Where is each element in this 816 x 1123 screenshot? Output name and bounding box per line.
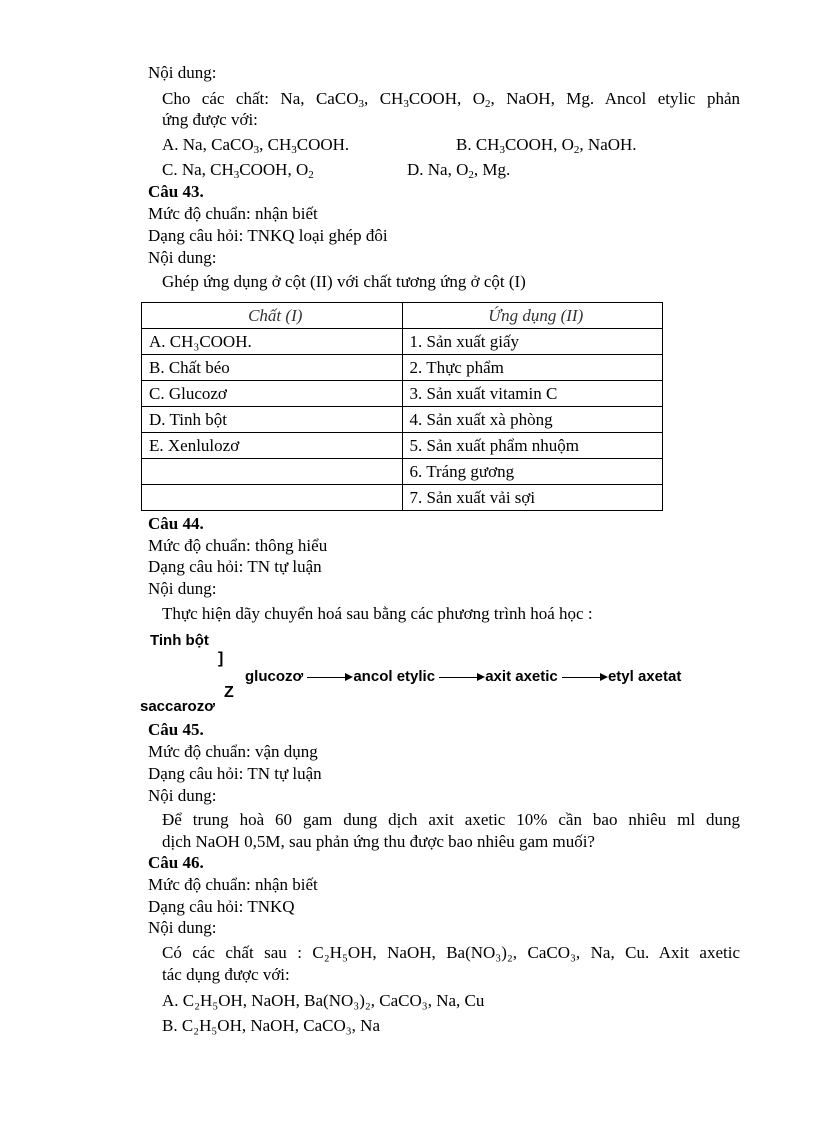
arrow-icon	[439, 672, 485, 682]
content-label: Nội dung:	[148, 248, 217, 267]
question-46-stem-line2: tác dụng được với:	[162, 965, 290, 984]
chain-start-top: Tinh bột	[150, 632, 209, 649]
content-label: Nội dung:	[148, 786, 217, 805]
table-cell: 3. Sản xuất vitamin C	[402, 381, 663, 407]
arrow-icon	[307, 672, 353, 682]
question-45-stem-line2: dịch NaOH 0,5M, sau phản ứng thu được bao nhiêu gam muối?	[162, 832, 595, 851]
chain-step: ancol etylic	[353, 668, 436, 685]
table-row	[142, 433, 663, 459]
table-cell	[142, 485, 403, 511]
option-a: A. C₂H₅OH, NaOH, Ba(NO₃)₂, CaCO₃, Na, Cu	[162, 991, 485, 1010]
column-header: Chất (I)	[142, 303, 403, 329]
column-header: Ứng dụng (II)	[402, 303, 663, 329]
question-46-type: Dạng câu hỏi: TNKQ	[148, 897, 295, 916]
table-cell: 1. Sản xuất giấy	[402, 329, 663, 355]
question-46-title: Câu 46.	[148, 853, 204, 872]
table-cell: E. Xenlulozơ	[142, 433, 403, 459]
question-44-title: Câu 44.	[148, 514, 204, 533]
table-row	[142, 329, 663, 355]
table-header-row	[142, 303, 663, 329]
table-cell: D. Tinh bột	[142, 407, 403, 433]
question-45-level: Mức độ chuẩn: vận dụng	[148, 742, 318, 761]
question-44-level: Mức độ chuẩn: thông hiểu	[148, 536, 328, 555]
chain-z: Z	[224, 684, 234, 701]
chain-bracket: ]	[218, 650, 224, 667]
table-cell: 4. Sản xuất xà phòng	[402, 407, 663, 433]
question-42-stem-line2: ứng được với:	[162, 110, 258, 129]
matching-table	[141, 302, 663, 511]
table-cell: 2. Thực phẩm	[402, 355, 663, 381]
option-b: B. $CH_3COOH$, $O_2$, NaOH.	[456, 135, 637, 156]
question-43-title: Câu 43.	[148, 182, 204, 201]
question-43-stem: Ghép ứng dụng ở cột (II) với chất tương ứng ở cột (I)	[162, 272, 526, 291]
table-cell: C. Glucozơ	[142, 381, 403, 407]
table-cell: 6. Tráng gương	[402, 459, 663, 485]
chain-step: axit axetic	[485, 668, 558, 685]
option-b: B. C₂H₅OH, NaOH, CaCO₃, Na	[162, 1016, 380, 1035]
table-cell: 5. Sản xuất phẩm nhuộm	[402, 433, 663, 459]
question-46-level: Mức độ chuẩn: nhận biết	[148, 875, 318, 894]
question-45-stem: Để trung hoà 60 gam dung dịch axit axetic 10% cần bao nhiêu ml dung	[162, 810, 740, 829]
table-cell	[142, 459, 403, 485]
content-label: Nội dung:	[148, 63, 217, 82]
table-row	[142, 485, 663, 511]
question-43-level: Mức độ chuẩn: nhận biết	[148, 204, 318, 223]
table-cell: 7. Sản xuất vải sợi	[402, 485, 663, 511]
table-row	[142, 407, 663, 433]
option-a: A. Na, CaCO$_3$, $CH_3COOH$.	[162, 135, 350, 156]
question-44-type: Dạng câu hỏi: TN tự luận	[148, 557, 322, 576]
chain-step: glucozơ	[245, 668, 304, 685]
table-cell: B. Chất béo	[142, 355, 403, 381]
question-43-type: Dạng câu hỏi: TNKQ loại ghép đôi	[148, 226, 388, 245]
question-44-stem: Thực hiện dãy chuyển hoá sau bằng các phương trình hoá học :	[162, 604, 593, 623]
question-46-stem: Có các chất sau : C₂H₅OH, NaOH, Ba(NO₃)₂, CaCO₃, Na, Cu. Axit axetic	[162, 943, 740, 962]
content-label: Nội dung:	[148, 918, 217, 937]
chain-step: etyl axetat	[607, 668, 682, 685]
table-row	[142, 381, 663, 407]
reaction-chain	[245, 668, 681, 685]
question-45-type: Dạng câu hỏi: TN tự luận	[148, 764, 322, 783]
option-d: D. Na, $O_2$, Mg.	[407, 160, 511, 181]
question-42-stem: Cho các chất: Na, CaCO$_3$, $CH_3COOH$, $O_2$, NaOH, Mg. Ancol etylic phản	[162, 89, 740, 110]
content-label: Nội dung:	[148, 579, 217, 598]
table-cell: A. CH₃COOH.	[142, 329, 403, 355]
table-row	[142, 459, 663, 485]
chain-start-bottom: saccarozơ	[140, 698, 215, 715]
option-c: C. Na, $CH_3COOH$, $O_2$	[162, 160, 314, 181]
table-row	[142, 355, 663, 381]
arrow-icon	[562, 672, 608, 682]
question-45-title: Câu 45.	[148, 720, 204, 739]
